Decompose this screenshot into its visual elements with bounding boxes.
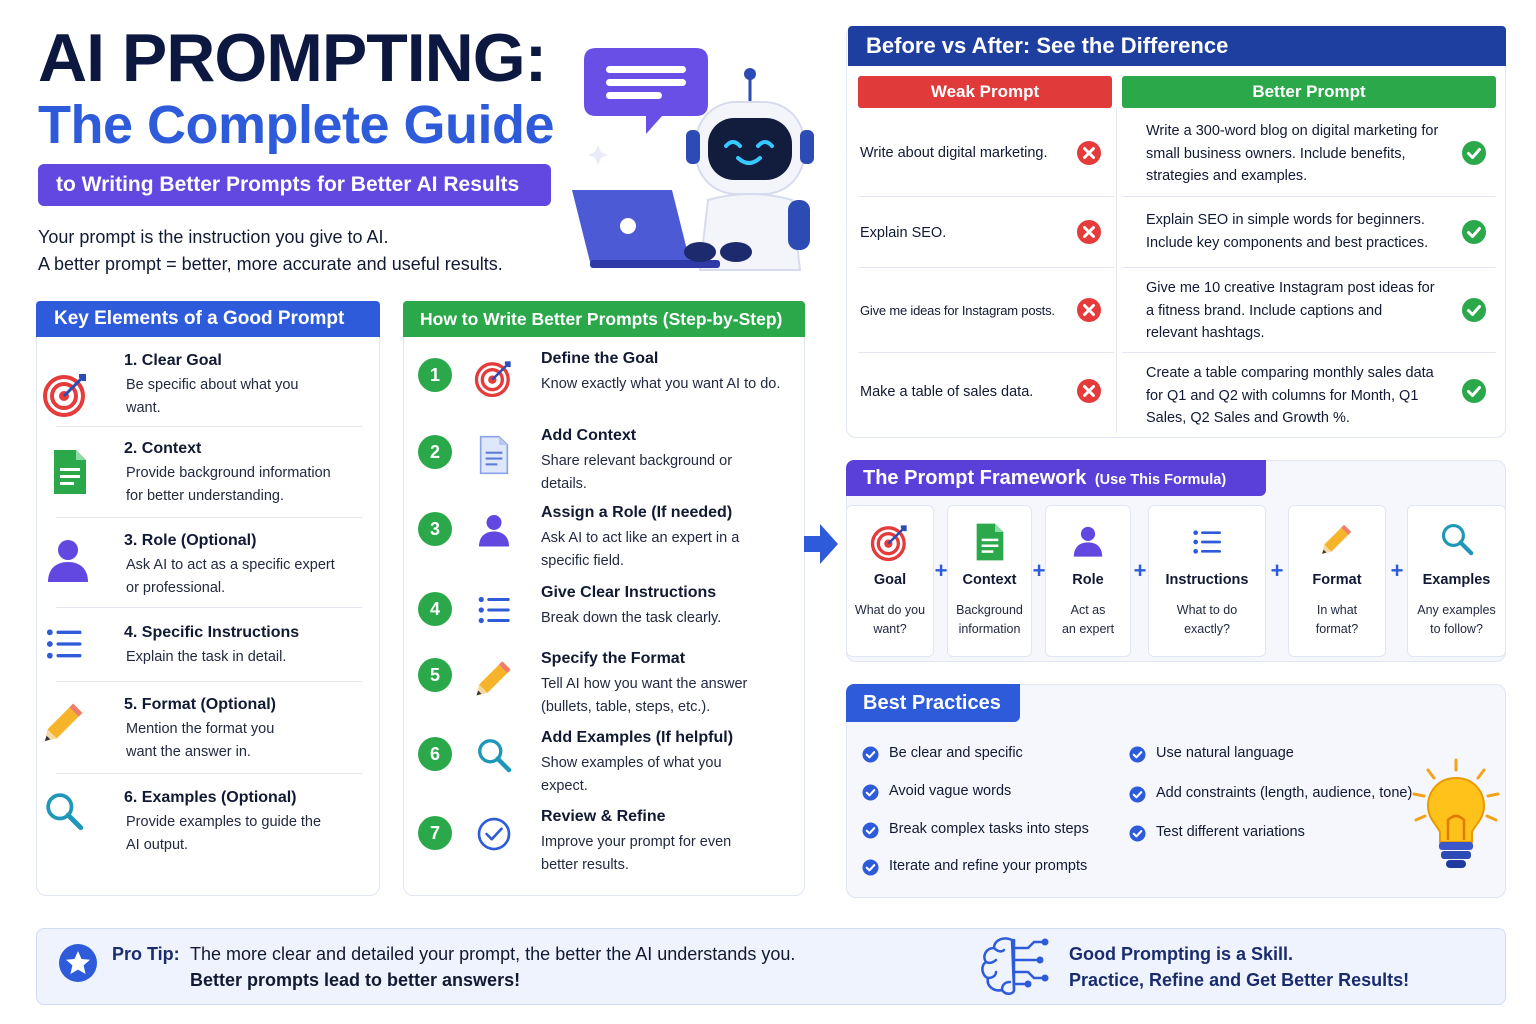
desc-line: to follow?: [1430, 621, 1483, 636]
pro-tip-label: Pro Tip:: [112, 944, 180, 964]
better-prompt-text: Explain SEO in simple words for beginners. Include key components and best practices.: [1146, 212, 1429, 251]
cross-icon: [1076, 378, 1102, 404]
key-element-desc: Provide examples to guide the AI output.: [126, 814, 322, 853]
step-number: 3: [418, 512, 452, 546]
step-desc: Share relevant background or details.: [541, 453, 733, 492]
best-practices-heading: Best Practices: [846, 684, 1020, 722]
framework-card-role: [1045, 505, 1131, 657]
key-element-title: 5. Format (Optional): [124, 696, 276, 713]
divider: [56, 607, 362, 608]
divider: [1122, 352, 1496, 353]
page-title: AI PROMPTING:: [38, 20, 547, 96]
check-icon: [1461, 378, 1487, 404]
framework-card-goal: [846, 505, 934, 657]
best-practice-text: Use natural language: [1156, 745, 1294, 761]
desc-line: In what: [1316, 603, 1358, 617]
list-icon: [1191, 526, 1223, 558]
check-icon: [862, 822, 879, 839]
desc-line: an expert: [1061, 621, 1115, 636]
step-item: [418, 427, 798, 505]
check-icon: [1129, 825, 1146, 842]
framework-card-title: Context: [962, 572, 1017, 588]
person-icon: [476, 512, 512, 548]
check-icon: [1461, 219, 1487, 245]
step-title: Specify the Format: [541, 650, 686, 667]
key-element-item: [20, 352, 342, 442]
check-icon: [862, 784, 879, 801]
framework-heading-note: (Use This Formula): [1094, 472, 1227, 488]
person-icon: [44, 536, 92, 584]
document-icon: [970, 522, 1010, 562]
key-element-title: 3. Role (Optional): [124, 532, 257, 549]
best-practice-text: Avoid vague words: [889, 783, 1012, 799]
divider: [56, 426, 362, 427]
plus-sign: +: [1133, 558, 1147, 583]
document-icon: [46, 448, 94, 496]
check-icon: [862, 859, 879, 876]
step-number: 1: [418, 358, 452, 392]
target-icon: [870, 522, 910, 562]
magnifier-icon: [44, 791, 84, 831]
check-icon: [1461, 140, 1487, 166]
plus-sign: +: [1390, 558, 1404, 583]
key-element-desc: Provide background information for better understanding.: [126, 465, 331, 504]
step-desc: Know exactly what you want AI to do.: [541, 376, 781, 392]
document-icon: [474, 435, 514, 475]
step-desc: Break down the task clearly.: [541, 610, 722, 626]
framework-card-title: Format: [1312, 572, 1362, 588]
skill-line: Practice, Refine and Get Better Results!: [1069, 970, 1410, 990]
best-practice-text: Add constraints (length, audience, tone): [1156, 785, 1413, 801]
check-circle-icon: [476, 816, 512, 852]
plus-sign: +: [934, 558, 948, 583]
divider: [1122, 196, 1496, 197]
step-number: 2: [418, 435, 452, 469]
plus-sign: +: [1270, 558, 1284, 583]
step-item: [418, 504, 798, 582]
list-icon: [44, 624, 84, 664]
framework-card-desc: [948, 601, 1031, 638]
plus-sign: +: [1032, 558, 1046, 583]
step-desc: Show examples of what you expect.: [541, 755, 722, 794]
steps-heading: How to Write Better Prompts (Step-by-Step): [403, 301, 805, 337]
weak-prompt-text: Make a table of sales data.: [860, 384, 1034, 400]
step-title: Assign a Role (If needed): [541, 504, 733, 521]
weak-prompt-text: Explain SEO.: [860, 225, 947, 241]
key-element-title: 1. Clear Goal: [124, 352, 222, 369]
framework-card-desc: [1149, 601, 1265, 638]
framework-card-desc: [1289, 601, 1385, 638]
intro-text: [38, 224, 503, 278]
step-number: 7: [418, 816, 452, 850]
divider: [56, 773, 362, 774]
divider: [858, 267, 1114, 268]
framework-card-examples: [1407, 505, 1506, 657]
step-number: 4: [418, 592, 452, 626]
best-practice-text: Test different variations: [1156, 824, 1305, 840]
desc-line: format?: [1315, 621, 1359, 636]
step-desc: Ask AI to act like an expert in a specific field.: [541, 530, 740, 569]
step-desc: Improve your prompt for even better results.: [541, 834, 732, 873]
framework-heading: [846, 460, 1266, 496]
intro-line: A better prompt = better, more accurate and useful results.: [38, 254, 503, 274]
pro-tip-emphasis: Better prompts lead to better answers!: [190, 970, 521, 990]
step-desc: Tell AI how you want the answer (bullets, table, steps, etc.).: [541, 676, 748, 715]
better-prompt-text: Create a table comparing monthly sales data for Q1 and Q2 with columns for Month, Q1 Sales, Q2 Sales and Growth %.: [1146, 365, 1434, 426]
better-prompt-text: Give me 10 creative Instagram post ideas for a fitness brand. Include captions and relevant hashtags.: [1146, 280, 1435, 341]
desc-line: Act as: [1070, 603, 1106, 617]
key-element-title: 4. Specific Instructions: [124, 624, 300, 641]
magnifier-icon: [1440, 522, 1474, 556]
check-icon: [862, 746, 879, 763]
page-subtitle-title: The Complete Guide: [38, 95, 555, 155]
divider: [858, 196, 1114, 197]
cross-icon: [1076, 219, 1102, 245]
weak-prompt-header: Weak Prompt: [858, 76, 1112, 108]
step-item: [418, 650, 798, 728]
framework-heading-title: The Prompt Framework: [863, 467, 1087, 489]
pencil-icon: [474, 658, 514, 698]
target-icon: [42, 370, 90, 418]
desc-line: What to do: [1176, 603, 1238, 617]
key-element-desc: Be specific about what you want.: [126, 377, 299, 416]
intro-line: Your prompt is the instruction you give to AI.: [38, 227, 389, 247]
best-practice-text: Break complex tasks into steps: [889, 821, 1089, 837]
step-number: 5: [418, 658, 452, 692]
step-title: Define the Goal: [541, 350, 659, 367]
desc-line: What do you: [854, 603, 926, 617]
robot-laptop-illustration: [560, 40, 820, 280]
skill-line: Good Prompting is a Skill.: [1069, 944, 1294, 964]
divider: [56, 681, 362, 682]
framework-card-desc: [1046, 601, 1130, 638]
cross-icon: [1076, 297, 1102, 323]
brain-circuit-icon: [978, 934, 1054, 1000]
framework-card-instructions: [1148, 505, 1266, 657]
step-number: 6: [418, 737, 452, 771]
framework-card-format: [1288, 505, 1386, 657]
better-prompt-text: Write a 300-word blog on digital marketing for small business owners. Include benefits, strategies and examples.: [1146, 123, 1439, 184]
divider: [858, 352, 1114, 353]
lightbulb-icon: [1410, 756, 1502, 874]
framework-card-title: Goal: [873, 572, 907, 588]
desc-line: want?: [873, 621, 907, 636]
weak-prompt-text: Give me ideas for Instagram posts.: [860, 303, 1055, 318]
framework-card-desc: [1408, 601, 1505, 638]
check-icon: [1129, 746, 1146, 763]
key-element-desc: Ask AI to act as a specific expert or professional.: [126, 557, 335, 596]
pencil-icon: [1320, 522, 1354, 556]
framework-card-title: Instructions: [1165, 572, 1249, 588]
person-icon: [1071, 524, 1105, 558]
key-elements-heading: Key Elements of a Good Prompt: [36, 301, 380, 337]
subtitle-banner: to Writing Better Prompts for Better AI Results: [38, 164, 551, 206]
step-title: Add Context: [541, 427, 637, 444]
desc-line: Background: [956, 603, 1023, 617]
best-practice-text: Be clear and specific: [889, 745, 1023, 761]
better-prompt-header: Better Prompt: [1122, 76, 1496, 108]
desc-line: information: [958, 621, 1021, 636]
pro-tip-footer: [36, 928, 1506, 1005]
key-element-desc: Explain the task in detail.: [126, 649, 287, 665]
pro-tip-text: The more clear and detailed your prompt, the better the AI understands you.: [190, 944, 796, 964]
step-title: Review & Refine: [541, 808, 666, 825]
list-icon: [476, 592, 512, 628]
pencil-icon: [42, 700, 86, 744]
column-divider: [1116, 108, 1117, 433]
star-icon: [58, 943, 98, 983]
desc-line: exactly?: [1184, 621, 1230, 636]
arrow-right-icon: [804, 522, 838, 566]
divider: [56, 517, 362, 518]
framework-card-title: Examples: [1422, 572, 1491, 588]
step-item: [418, 350, 798, 428]
key-element-title: 6. Examples (Optional): [124, 789, 297, 806]
check-icon: [1461, 297, 1487, 323]
desc-line: Any examples: [1417, 603, 1496, 617]
step-item: [418, 808, 798, 886]
magnifier-icon: [476, 737, 512, 773]
key-element-desc: Mention the format you want the answer in.: [126, 721, 275, 760]
cross-icon: [1076, 140, 1102, 166]
step-title: Add Examples (If helpful): [541, 729, 734, 746]
key-element-title: 2. Context: [124, 440, 202, 457]
check-icon: [1129, 786, 1146, 803]
key-element-item: [20, 532, 342, 622]
target-icon: [474, 358, 514, 398]
best-practice-text: Iterate and refine your prompts: [889, 858, 1088, 874]
before-after-heading: Before vs After: See the Difference: [848, 26, 1506, 66]
framework-card-desc: [847, 601, 933, 638]
divider: [1122, 267, 1496, 268]
step-title: Give Clear Instructions: [541, 584, 717, 601]
key-element-item: [20, 789, 342, 879]
weak-prompt-text: Write about digital marketing.: [860, 145, 1048, 161]
step-item: [418, 729, 798, 807]
framework-card-title: Role: [1072, 572, 1104, 588]
framework-card-context: [947, 505, 1032, 657]
